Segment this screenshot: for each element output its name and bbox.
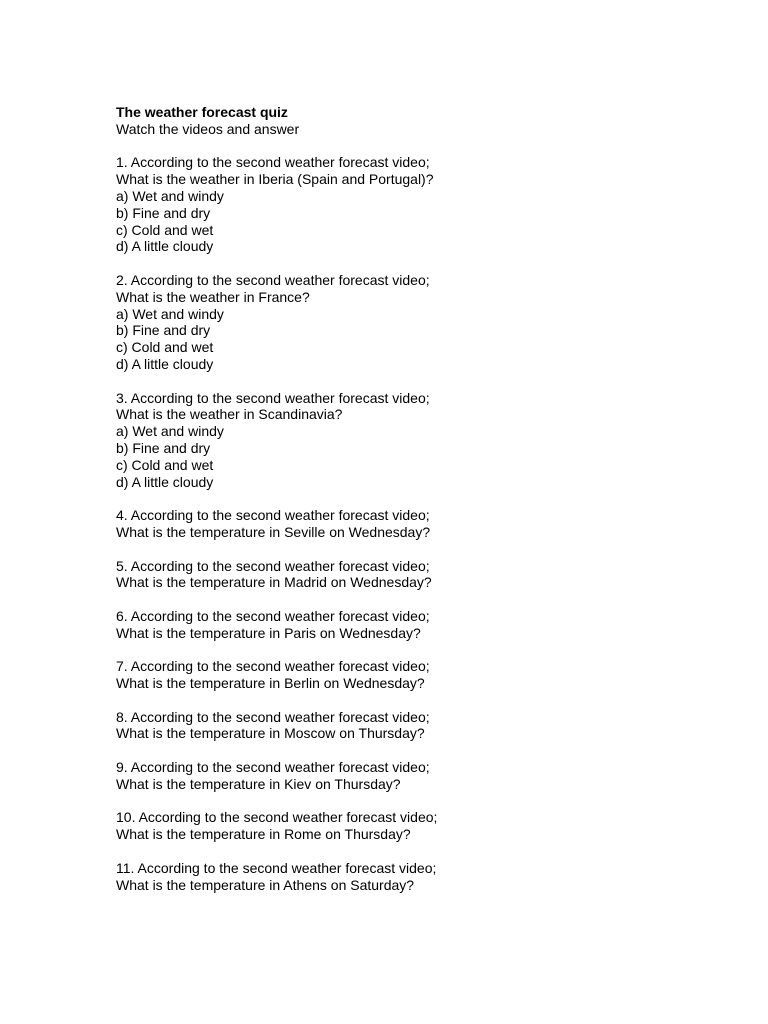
question-lead: 2. According to the second weather forecast video; (116, 271, 430, 288)
question-4 (116, 507, 716, 541)
answer-option-b: b) Fine and dry (116, 322, 211, 339)
answer-option-c: c) Cold and wet (116, 339, 214, 356)
question-prompt: What is the temperature in Kiev on Thursday? (116, 775, 401, 792)
question-lead: 4. According to the second weather forecast video; (116, 507, 430, 524)
question-lead: 8. According to the second weather forecast video; (116, 708, 430, 725)
answer-option-d: d) A little cloudy (116, 355, 214, 372)
document-title: The weather forecast quiz (116, 104, 288, 120)
answer-option-a: a) Wet and windy (116, 187, 224, 204)
answer-option-d: d) A little cloudy (116, 238, 214, 255)
question-lead: 3. According to the second weather forecast video; (116, 389, 430, 406)
question-prompt: What is the weather in France? (116, 288, 310, 305)
answer-option-c: c) Cold and wet (116, 456, 214, 473)
question-prompt: What is the temperature in Rome on Thursday? (116, 826, 411, 843)
question-prompt: What is the weather in Iberia (Spain and Portugal)? (116, 171, 434, 188)
question-5 (116, 558, 716, 592)
question-prompt: What is the weather in Scandinavia? (116, 406, 343, 423)
question-prompt: What is the temperature in Madrid on Wednesday? (116, 574, 432, 591)
question-8 (116, 709, 716, 743)
question-prompt: What is the temperature in Paris on Wednesday? (116, 624, 421, 641)
question-lead: 7. According to the second weather forecast video; (116, 658, 430, 675)
answer-option-b: b) Fine and dry (116, 204, 211, 221)
document-subtitle: Watch the videos and answer (116, 120, 300, 137)
question-lead: 10. According to the second weather forecast video; (116, 809, 438, 826)
answer-option-c: c) Cold and wet (116, 221, 214, 238)
answer-option-a: a) Wet and windy (116, 305, 224, 322)
question-6 (116, 608, 716, 642)
answer-option-a: a) Wet and windy (116, 423, 224, 440)
question-lead: 1. According to the second weather forecast video; (116, 154, 430, 171)
answer-option-d: d) A little cloudy (116, 473, 214, 490)
question-lead: 11. According to the second weather forecast video; (116, 859, 437, 876)
answer-option-b: b) Fine and dry (116, 439, 211, 456)
question-prompt: What is the temperature in Seville on Wednesday? (116, 523, 431, 540)
question-2 (116, 272, 716, 373)
question-lead: 6. According to the second weather forecast video; (116, 607, 430, 624)
question-1 (116, 154, 716, 255)
question-lead: 9. According to the second weather forecast video; (116, 759, 430, 776)
question-7 (116, 658, 716, 692)
question-prompt: What is the temperature in Athens on Saturday? (116, 876, 415, 893)
question-prompt: What is the temperature in Moscow on Thursday? (116, 725, 425, 742)
question-lead: 5. According to the second weather forecast video; (116, 557, 430, 574)
document-page (116, 104, 716, 910)
question-prompt: What is the temperature in Berlin on Wednesday? (116, 675, 425, 692)
question-3 (116, 390, 716, 491)
question-10 (116, 809, 716, 843)
question-9 (116, 759, 716, 793)
question-11 (116, 860, 716, 894)
